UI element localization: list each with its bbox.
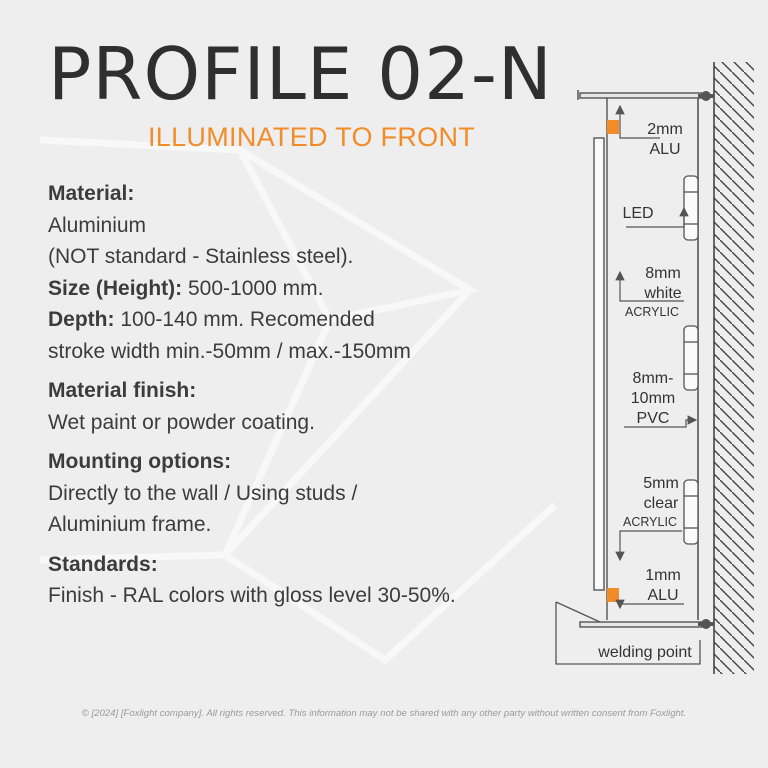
mounting-heading: Mounting options: (48, 450, 232, 473)
mounting-value-1: Directly to the wall / Using studs / (48, 481, 358, 505)
copyright-notice: © [2024] [Foxlight company]. All rights reserved. This information may not be shared with any other party without written consent from Foxlight. (81, 708, 687, 719)
material-heading: Material: (48, 182, 135, 205)
depth-note: stroke width min.-50mm / max.-150mm (48, 339, 411, 363)
alu-profile-top-icon (607, 120, 619, 134)
finish-heading: Material finish: (48, 379, 197, 402)
alu-bottom-size: 1mm (645, 567, 681, 584)
pvc-size-1: 8mm- (632, 370, 674, 387)
pvc-size-2: 10mm (630, 390, 676, 407)
alu-top-size: 2mm (647, 121, 683, 138)
top-alu-cap (578, 90, 714, 101)
page-subtitle: ILLUMINATED TO FRONT (148, 122, 476, 152)
page-title: PROFILE 02-N (48, 32, 553, 116)
material-note: (NOT standard - Stainless steel). (48, 245, 354, 268)
depth-heading: Depth: (48, 308, 115, 331)
led-label: LED (622, 205, 654, 222)
wall (714, 62, 754, 674)
pvc-material: PVC (636, 410, 670, 427)
finish-value: Wet paint or powder coating. (48, 410, 315, 434)
alu-top-material: ALU (649, 141, 681, 158)
mounting-value-2: Aluminium frame. (48, 513, 212, 536)
acrylic-clear-color: clear (643, 495, 679, 512)
alu-bottom-material: ALU (647, 587, 679, 604)
front-acrylic-face (594, 98, 607, 620)
depth-value: 100-140 mm. Recomended (114, 308, 375, 331)
alu-profile-bottom-icon (607, 588, 619, 602)
standards-value: Finish - RAL colors with gloss level 30-50%. (48, 584, 456, 607)
acrylic-white-color: white (644, 285, 682, 302)
welding-point-label: welding point (598, 644, 692, 661)
size-value: 500-1000 mm. (182, 276, 324, 300)
acrylic-clear-material: ACRYLIC (623, 515, 677, 529)
standards-heading: Standards: (48, 552, 158, 576)
material-value: Aluminium (48, 213, 147, 237)
acrylic-clear-size: 5mm (643, 475, 679, 492)
size-heading: Size (Height): (48, 276, 183, 300)
led-modules (684, 176, 698, 544)
acrylic-white-size: 8mm (645, 265, 681, 282)
acrylic-white-material: ACRYLIC (625, 305, 679, 319)
